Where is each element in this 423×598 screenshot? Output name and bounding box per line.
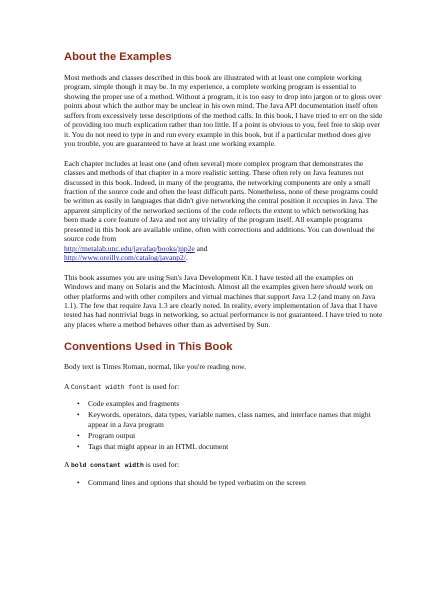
paragraph-text: work on other platforms and with other compilers and virtual machines that support Java 1.2 (and many on Java 1.1). The few that require Java 1.3 are clearly noted. In reality, every implementation of Java that I have tested has had nontrivial bugs in networking, so actual performance is not guaranteed. I have tried to note any places where a method behaves other than as advertised by Sun. bbox=[64, 282, 383, 329]
bold-constant-width-list bbox=[64, 478, 383, 487]
list-item: • Code examples and fragments bbox=[88, 399, 383, 408]
article-text: A bbox=[64, 381, 70, 391]
section-heading-conventions: Conventions Used in This Book bbox=[64, 341, 233, 354]
paragraph-body-text: Body text is Times Roman, normal, like you're reading now. bbox=[64, 362, 246, 372]
list-item: • Keywords, operators, data types, variable names, class names, and interface names that might appear in a Java program bbox=[88, 410, 383, 429]
conjunction-text: and bbox=[196, 243, 208, 253]
constant-width-sample: Constant width font bbox=[70, 383, 144, 391]
paragraph-bold-constant-width bbox=[64, 460, 383, 470]
link-metalab[interactable]: http://metalab.unc.edu/javafaq/books/jnp2e bbox=[64, 243, 195, 253]
section-heading-about-examples: About the Examples bbox=[64, 51, 172, 63]
article-text: A bbox=[64, 460, 70, 470]
paragraph-text: This book assumes you are using Sun's Java Development Kit. I have tested all the examples on Windows and many on Solaris and the Macintosh. Almost all the examples given here bbox=[64, 272, 354, 292]
paragraph-text: Each chapter includes at least one (and often several) more complex program that demonstrates the classes and methods of that chapter in a more realistic setting. These often rely on Java features not discussed in this book. Indeed, in many of the programs, the networking components are only a small fraction of the source code and often the least difficult parts. Nonetheless, none of these programs could be written as easily in languages that didn't give networking the central position it occupies in Java. The apparent simplicity of the networked sections of the code reflects the extent to which networking has been made a core feature of Java and not any triviality of the program itself. All example programs presented in this book are available online, often with corrections and additions. You can download the source code from bbox=[64, 158, 378, 244]
list-item: • Command lines and options that should be typed verbatim on the screen bbox=[88, 478, 383, 487]
list-item: • Tags that might appear in an HTML document bbox=[88, 442, 383, 451]
period-text: . bbox=[185, 253, 188, 263]
bold-constant-width-sample: bold constant width bbox=[70, 462, 144, 470]
list-item: • Program output bbox=[88, 431, 383, 440]
used-for-text: is used for: bbox=[145, 460, 180, 470]
paragraph-jdk-assumption bbox=[64, 273, 383, 330]
paragraph-constant-width bbox=[64, 382, 383, 392]
emphasis-should: should bbox=[325, 282, 347, 292]
used-for-text: is used for: bbox=[145, 381, 180, 391]
constant-width-list bbox=[64, 399, 383, 451]
paragraph-complex-programs bbox=[64, 159, 383, 263]
paragraph-examples-intro: Most methods and classes described in this book are illustrated with at least one complete working program, simple though it may be. In my experience, a complete working program is essential to showing the proper use of a method. Without a program, it is too easy to drop into jargon or to gloss over points about which the author may be unclear in his own mind. The Java API documentation itself often suffers from excessively terse descriptions of the method calls. In this book, I have tried to err on the side of providing too much explication rather than too little. If a point is obvious to you, feel free to skip over it. You do not need to type in and run every example in this book, but if a particular method does give you trouble, you are guaranteed to have at least one working example. bbox=[64, 73, 383, 149]
link-oreilly[interactable]: http://www.oreilly.com/catalog/javanp2/ bbox=[64, 253, 186, 263]
